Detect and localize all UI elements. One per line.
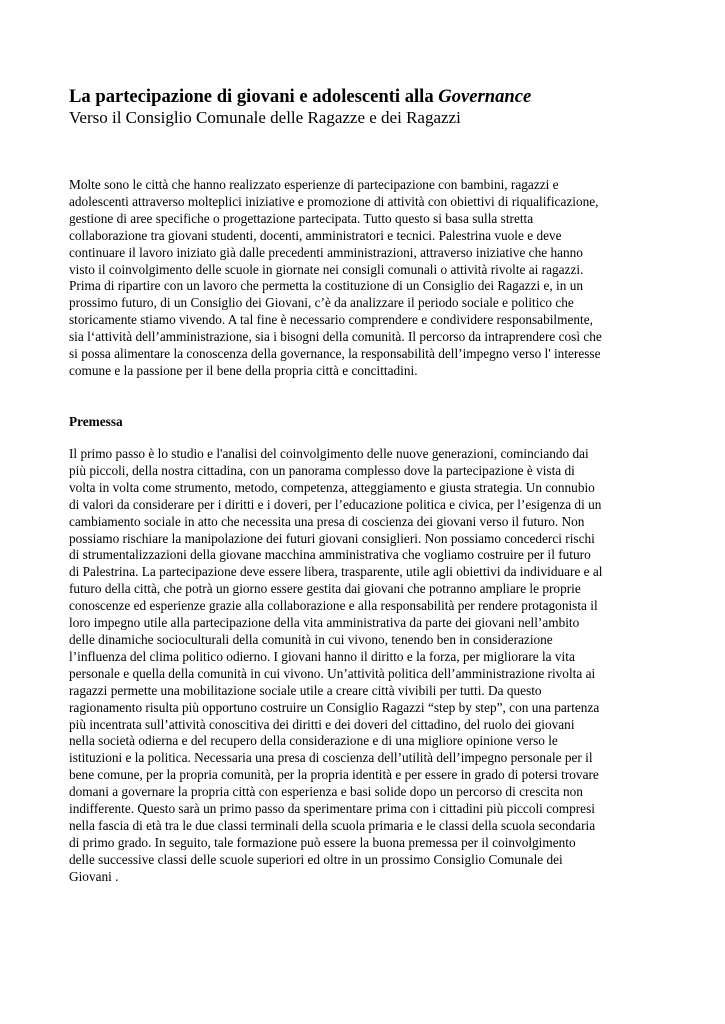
premessa-line: Giovani . [69,868,119,884]
intro-line: comune e la passione per il bene della propria città e concittadini. [69,362,418,378]
premessa-line: Il primo passo è lo studio e l'analisi del coinvolgimento delle nuove generazioni, cominciando dai [69,446,589,461]
intro-line: visto il coinvolgimento delle scuole in giornate nei consigli comunali o attività rivolte ai ragazzi. [69,261,584,277]
premessa-line: ragionamento risulta più opportuno costruire un Consiglio Ragazzi “step by step”, con una partenza [69,699,600,715]
premessa-paragraph [69,446,603,886]
document-title-main: La partecipazione di giovani e adolescenti alla [69,86,439,107]
document-title [69,86,659,108]
document-title-italic: Governance [438,86,532,107]
intro-line: Prima di ripartire con un lavoro che permetta la costituzione di un Consiglio dei Ragazzi e, in un [69,278,584,294]
premessa-line: cambiamento sociale in atto che necessita una presa di coscienza dei giovani verso il futuro. Non [69,513,585,529]
premessa-line: ragazzi permette una mobilitazione sociale utile a creare città vivibili per tutti. Da questo [69,682,542,698]
premessa-line: loro impegno utile alla partecipazione della vita amministrativa da parte dei giovani nell’ambito [69,615,580,631]
intro-paragraph [69,177,602,380]
intro-line: prossimo futuro, di un Consiglio dei Giovani, c’è da analizzare il periodo sociale e politico che [69,295,574,311]
intro-line: Molte sono le città che hanno realizzato esperienze di partecipazione con bambini, ragazzi e [69,177,559,192]
premessa-line: nella società odierna e del recupero della considerazione e di una migliore opinione verso le [69,733,558,749]
premessa-line: delle dinamiche socioculturali della comunità in cui vivono, tenendo ben in considerazione [69,631,553,647]
premessa-line: di primo grado. In seguito, tale formazione può essere la buona premessa per il coinvolgimento [69,834,576,850]
premessa-line: volta in volta come strumento, metodo, competenza, atteggiamento e giusta strategia. Un connubio [69,479,595,495]
premessa-line: più piccoli, della nostra cittadina, con un panorama complesso dove la partecipazione è vista di [69,462,575,478]
document-page [69,86,659,884]
premessa-line: futuro della città, che potrà un giorno essere gestita dai giovani che potranno ampliare le proprie [69,581,581,597]
premessa-line: delle successive classi delle scuole superiori ed oltre in un prossimo Consiglio Comunale dei [69,851,563,867]
intro-line: gestione di aree specifiche o progettazione partecipata. Tutto questo si basa sulla stretta [69,210,534,226]
premessa-line: l’influenza del clima politico odierno. I giovani hanno il diritto e la forza, per migliorare la vita [69,648,575,664]
intro-line: continuare il lavoro iniziato già dalle precedenti amministrazioni, attraverso iniziative che hanno [69,244,583,260]
intro-line: storicamente stiamo vivendo. A tal fine è necessario comprendere e condividere responsabilmente, [69,312,593,328]
premessa-heading: Premessa [69,414,123,429]
premessa-line: più incentrata sull’attività conoscitiva dei diritti e dei doveri del cittadino, del ruolo dei giovani [69,716,575,732]
intro-line: collaborazione tra giovani studenti, docenti, amministratori e tecnici. Palestrina vuole e deve [69,227,562,243]
premessa-line: istituzioni e la politica. Necessaria una presa di coscienza dell’utilità dell’impegno personale per il [69,750,593,766]
premessa-line: di strumentalizzazioni della giovane macchina amministrativa che vogliamo costruire per il futuro [69,547,591,563]
premessa-line: bene comune, per la propria comunità, per la propria identità e per essere in grado di potersi trovare [69,767,599,783]
premessa-line: conoscenze ed esperienze grazie alla collaborazione e alla responsabilità per rendere protagonista il [69,598,598,614]
premessa-line: di Palestrina. La partecipazione deve essere libera, trasparente, utile agli obiettivi da individuare e al [69,564,603,580]
premessa-line: domani a governare la propria città con esperienza e basi solide dopo un percorso di crescita non [69,784,583,800]
intro-line: sia l‘attività dell’amministrazione, sia i bisogni della comunità. Il percorso da intraprendere così che [69,329,602,345]
premessa-line: personale e quella della comunità in cui vivono. Un’attività politica dell’amministrazione rivolta ai [69,665,596,681]
document-subtitle: Verso il Consiglio Comunale delle Ragazze e dei Ragazzi [69,108,461,127]
intro-line: adolescenti attraverso molteplici iniziative e promozione di attività con obiettivi di riqualificazione, [69,193,599,209]
premessa-line: di valori da considerare per i diritti e i doveri, per l’educazione politica e civica, per l’esigenza di un [69,496,602,512]
intro-line: si possa alimentare la conoscenza della governance, la responsabilità dell’impegno verso l' interesse [69,346,601,362]
premessa-line: possiamo rischiare la manipolazione dei futuri giovani consiglieri. Non possiamo concederci rischi [69,530,595,546]
premessa-line: indifferente. Questo sarà un primo passo da sperimentare prima con i cittadini più piccoli compresi [69,801,595,817]
premessa-line: nella fascia di età tra le due classi terminali della scuola primaria e le classi della scuola secondaria [69,817,596,833]
